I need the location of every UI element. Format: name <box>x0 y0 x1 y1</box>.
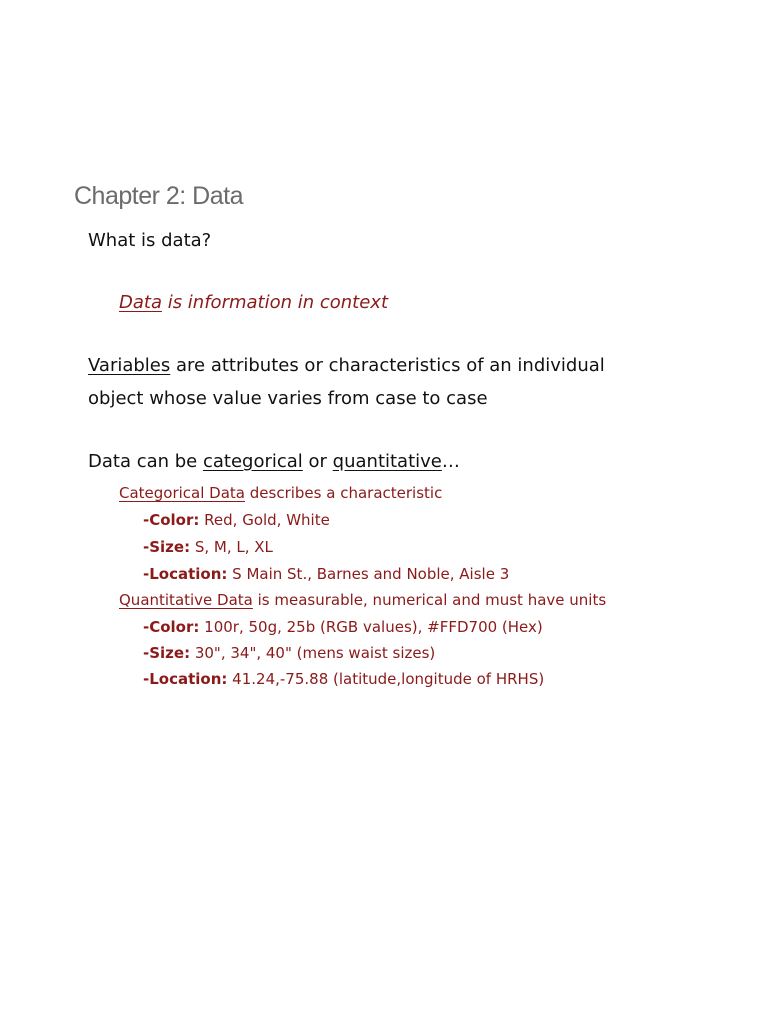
types-prefix: Data can be <box>88 451 203 472</box>
quantitative-data-term: Quantitative Data <box>119 591 253 609</box>
categorical-item-size <box>143 538 273 556</box>
types-ellipsis: … <box>441 451 460 472</box>
data-definition <box>119 292 388 313</box>
data-types-line <box>88 451 460 472</box>
variables-definition-line2: object whose value varies from case to case <box>88 388 488 409</box>
item-label: -Size: <box>143 538 191 556</box>
variables-text: are attributes or characteristics of an individual <box>170 355 605 376</box>
definition-text: is information in context <box>161 292 389 313</box>
item-label: -Size: <box>143 644 191 662</box>
item-value: Red, Gold, White <box>199 511 330 529</box>
item-label: -Location: <box>143 565 228 583</box>
question-line: What is data? <box>88 230 212 251</box>
chapter-title: Chapter 2: Data <box>74 182 243 210</box>
item-label: -Color: <box>143 618 200 636</box>
types-or: or <box>302 451 333 472</box>
quantitative-heading <box>119 591 606 609</box>
quantitative-item-location <box>143 670 544 688</box>
item-value: S Main St., Barnes and Noble, Aisle 3 <box>227 565 510 583</box>
variables-definition-line1 <box>88 355 605 376</box>
item-label: -Location: <box>143 670 228 688</box>
categorical-data-term: Categorical Data <box>119 484 245 502</box>
quantitative-heading-text: is measurable, numerical and must have units <box>252 591 607 609</box>
categorical-item-color <box>143 511 330 529</box>
item-value: 30", 34", 40" (mens waist sizes) <box>190 644 436 662</box>
quantitative-item-color <box>143 618 543 636</box>
categorical-item-location <box>143 565 509 583</box>
item-value: 41.24,-75.88 (latitude,longitude of HRHS) <box>227 670 545 688</box>
categorical-heading-text: describes a characteristic <box>245 484 443 502</box>
quantitative-item-size <box>143 644 435 662</box>
item-value: 100r, 50g, 25b (RGB values), #FFD700 (Hex) <box>199 618 543 636</box>
quantitative-term: quantitative <box>332 451 442 472</box>
item-label: -Color: <box>143 511 200 529</box>
categorical-heading <box>119 484 442 502</box>
data-term: Data <box>119 292 162 313</box>
categorical-term: categorical <box>202 451 303 472</box>
item-value: S, M, L, XL <box>190 538 273 556</box>
variables-term: Variables <box>88 355 171 376</box>
